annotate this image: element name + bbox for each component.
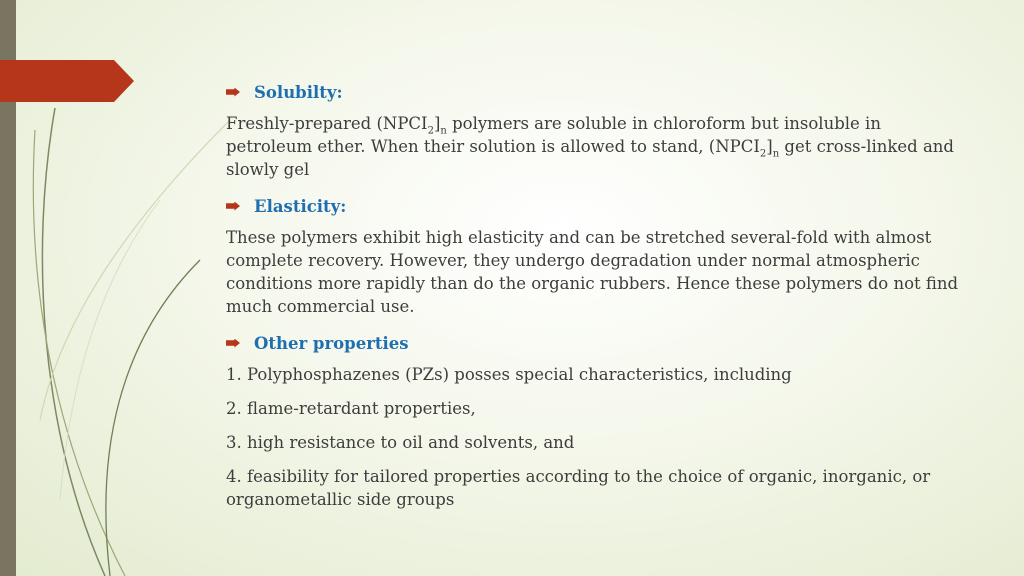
bullet-solubility — [226, 78, 966, 106]
property-item-2: 2. flame-retardant properties, — [226, 399, 476, 418]
arrow-bullet-icon — [226, 88, 240, 97]
property-item-4: 4. feasibility for tailored properties according to the choice of organic, inorganic, or organometallic side groups — [226, 467, 931, 509]
property-item-1: 1. Polyphosphazenes (PZs) posses special characteristics, including — [226, 365, 792, 384]
bullet-elasticity — [226, 192, 966, 220]
solubility-text-b: ] — [433, 114, 441, 133]
solubility-text-d: ] — [766, 137, 773, 156]
accent-tab — [0, 60, 134, 102]
other-properties-heading: Other properties — [254, 333, 409, 353]
solubility-paragraph — [226, 112, 966, 181]
solubility-text-e: get cross-linked and slowly gel — [226, 137, 954, 179]
elasticity-paragraph: These polymers exhibit high elasticity and can be stretched several-fold with almost complete recovery. However, they undergo degradation under normal atmospheric conditions more rapidly than do the organic rubbers. Hence these polymers do not find much commercial use. — [226, 228, 959, 316]
solubility-sub-d: n — [772, 148, 780, 160]
solubility-text-c: polymers are soluble in chloroform but insoluble in petroleum ether. When their solution is allowed to stand, (NPCI — [226, 114, 881, 156]
arrow-bullet-icon — [226, 339, 240, 348]
solubility-heading: Solubilty: — [254, 82, 343, 102]
elasticity-heading: Elasticity: — [254, 196, 347, 216]
property-item-3: 3. high resistance to oil and solvents, and — [226, 433, 575, 452]
solubility-sub-b: n — [440, 125, 447, 137]
solubility-sub-c: 2 — [759, 148, 767, 160]
solubility-text-a: Freshly-prepared (NPCI — [226, 114, 428, 133]
solubility-sub-a: 2 — [427, 125, 434, 137]
slide-content — [226, 78, 966, 522]
arrow-bullet-icon — [226, 202, 240, 211]
bullet-other-properties — [226, 329, 966, 357]
